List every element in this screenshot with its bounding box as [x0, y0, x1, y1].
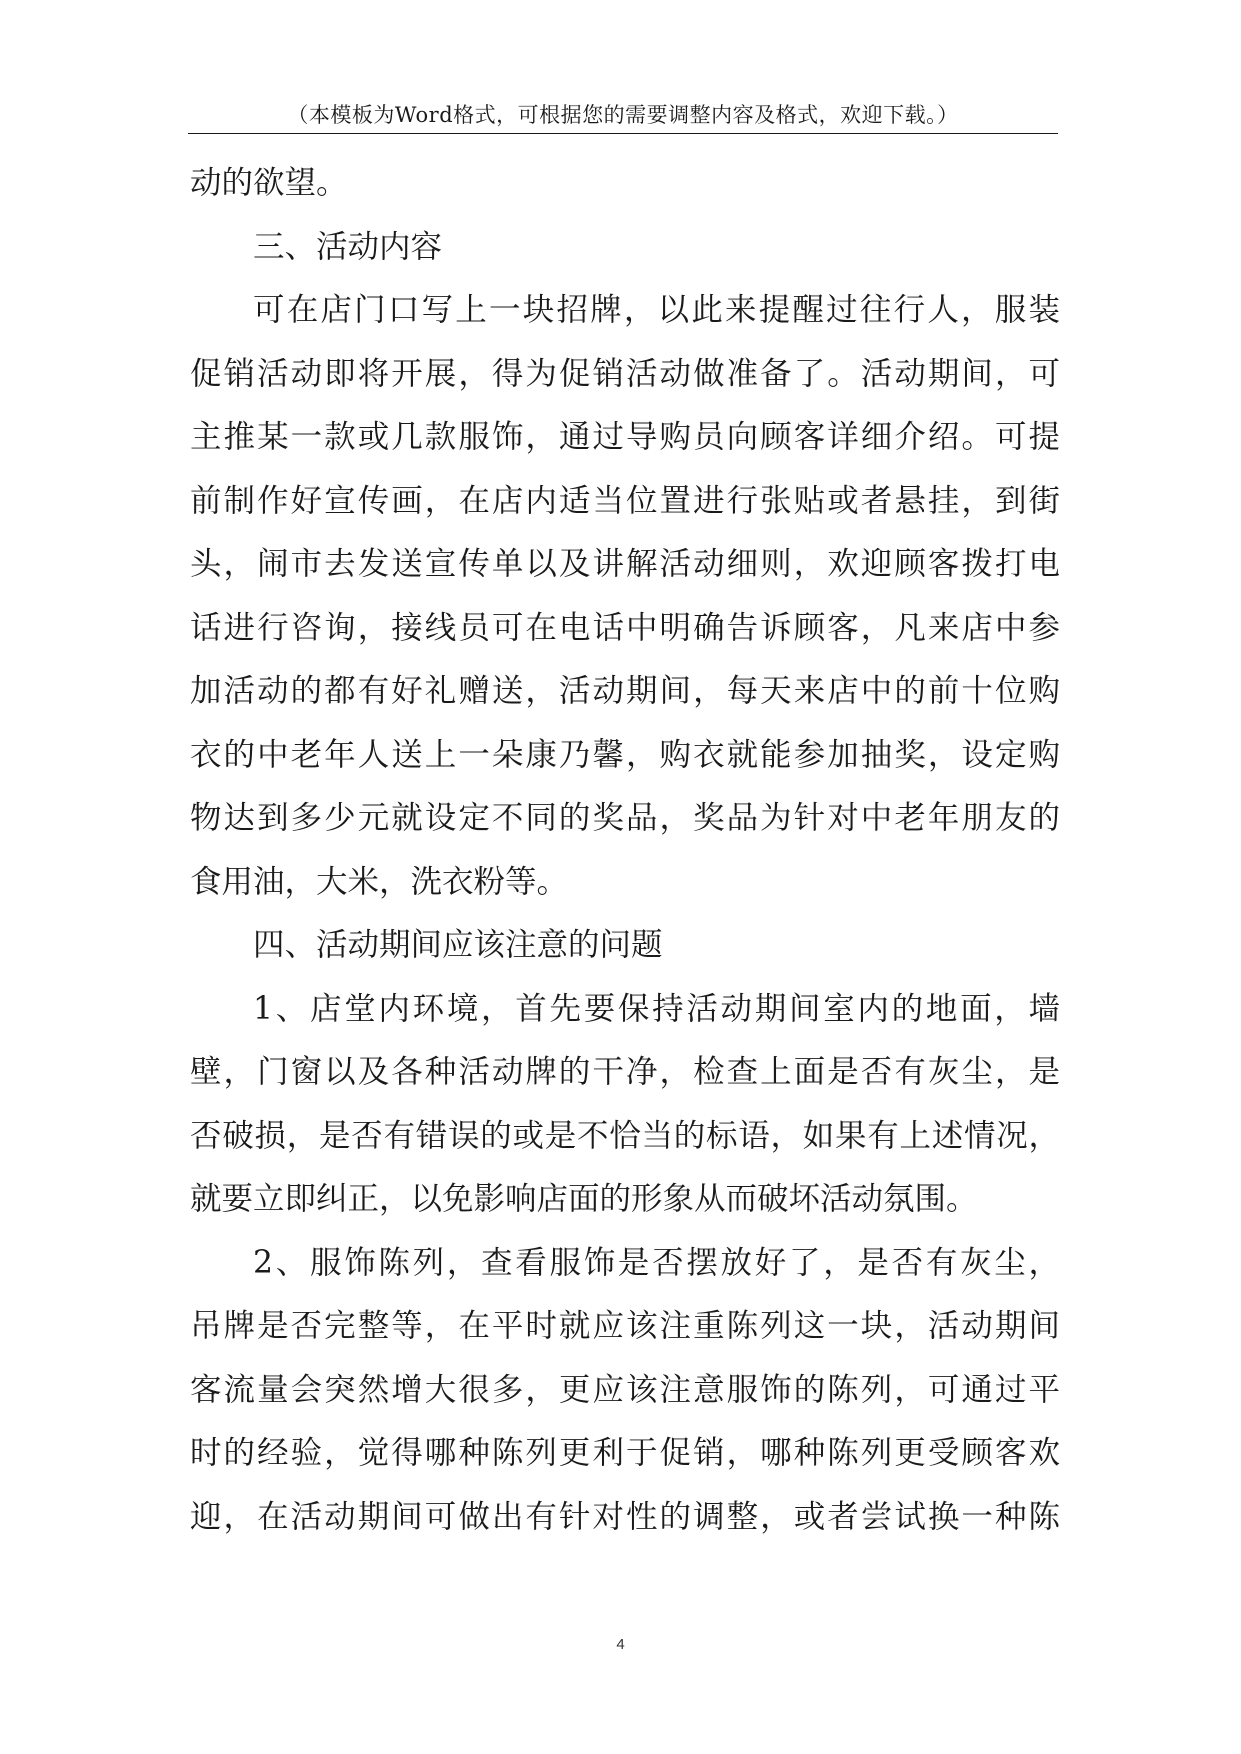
- paragraph-line: 动的欲望。: [190, 165, 348, 201]
- paragraph-line: 时的经验，觉得哪种陈列更利于促销，哪种陈列更受顾客欢: [190, 1435, 1060, 1471]
- paragraph-line: 可在店门口写上一块招牌，以此来提醒过往行人，服装: [253, 292, 1060, 328]
- paragraph-line: 物达到多少元就设定不同的奖品，奖品为针对中老年朋友的: [190, 800, 1060, 836]
- paragraph-line: 迎，在活动期间可做出有针对性的调整，或者尝试换一种陈: [190, 1498, 1060, 1535]
- page-number: 4: [616, 1636, 625, 1653]
- paragraph-line: 食用油，大米，洗衣粉等。: [190, 863, 569, 900]
- paragraph-line: 四、活动期间应该注意的问题: [253, 927, 663, 963]
- paragraph-line: 前制作好宣传画，在店内适当位置进行张贴或者悬挂，到街: [190, 482, 1060, 519]
- paragraph-line: 否破损，是否有错误的或是不恰当的标语，如果有上述情况，: [190, 1117, 1060, 1154]
- paragraph-line: 壁，门窗以及各种活动牌的干净，检查上面是否有灰尘，是: [190, 1054, 1060, 1090]
- paragraph-line: 加活动的都有好礼赠送，活动期间，每天来店中的前十位购: [190, 673, 1060, 709]
- paragraph-line: 就要立即纠正，以免影响店面的形象从而破坏活动氛围。: [190, 1181, 978, 1217]
- paragraph-line: 主推某一款或几款服饰，通过导购员向顾客详细介绍。可提: [190, 419, 1060, 455]
- paragraph-line: 话进行咨询，接线员可在电话中明确告诉顾客，凡来店中参: [190, 609, 1060, 646]
- paragraph-line: 衣的中老年人送上一朵康乃馨，购衣就能参加抽奖，设定购: [190, 736, 1060, 773]
- paragraph-line: 客流量会突然增大很多，更应该注意服饰的陈列，可通过平: [190, 1371, 1060, 1408]
- paragraph-line: 吊牌是否完整等，在平时就应该注重陈列这一块，活动期间: [190, 1308, 1060, 1344]
- header-divider: [188, 133, 1058, 134]
- paragraph-line: 2、服饰陈列，查看服饰是否摆放好了，是否有灰尘，: [253, 1244, 1060, 1281]
- paragraph-line: 头，闹市去发送宣传单以及讲解活动细则，欢迎顾客拨打电: [190, 546, 1060, 582]
- paragraph-line: 1、店堂内环境，首先要保持活动期间室内的地面，墙: [253, 990, 1060, 1027]
- body-text: [190, 152, 1060, 1549]
- paragraph-line: 三、活动内容: [253, 228, 443, 265]
- page-header: （本模板为Word格式，可根据您的需要调整内容及格式，欢迎下载。）: [287, 103, 959, 127]
- paragraph-line: 促销活动即将开展，得为促销活动做准备了。活动期间，可: [190, 355, 1060, 392]
